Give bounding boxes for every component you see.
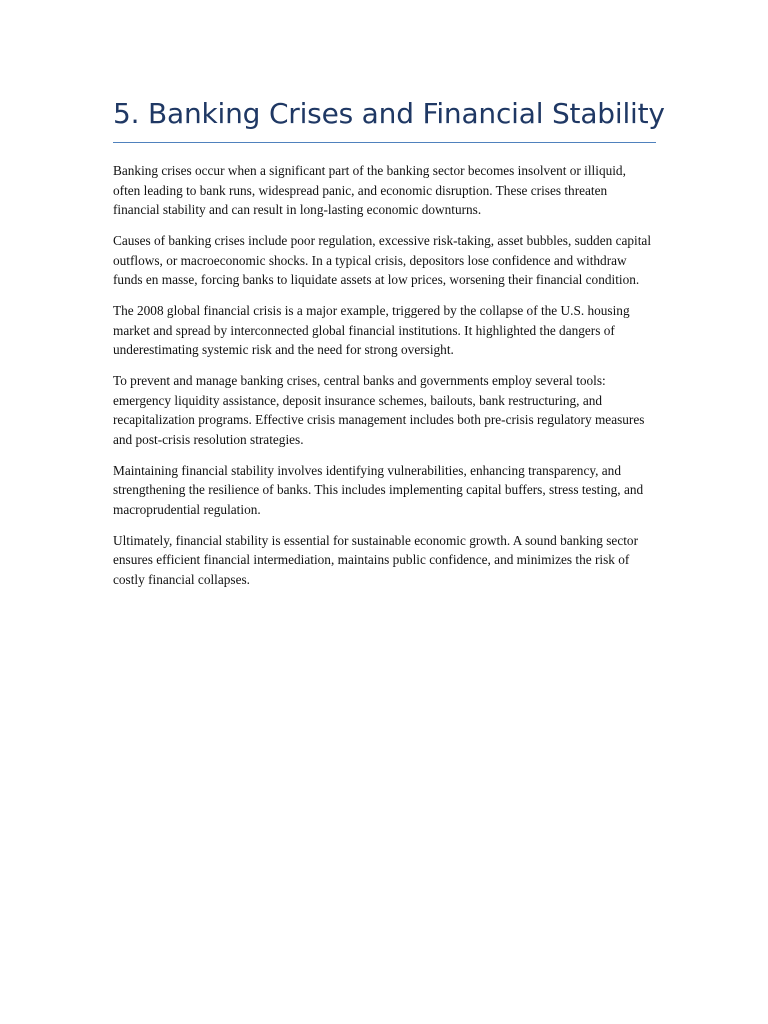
paragraph-crisis-management: To prevent and manage banking crises, central banks and governments employ several tools: emergency liquidity assistance, deposit insurance schemes, bailouts, bank restructuring, and recapitalization programs. Effective crisis management includes both pre-crisis regulatory measures and post-crisis resolution strategies.	[113, 373, 645, 447]
heading-underline	[113, 142, 656, 143]
paragraph-financial-stability: Maintaining financial stability involves identifying vulnerabilities, enhancing transparency, and strengthening the resilience of banks. This includes implementing capital buffers, stress testing, and macroprudential regulation.	[113, 462, 644, 517]
paragraph-causes: Causes of banking crises include poor regulation, excessive risk-taking, asset bubbles, sudden capital outflows, or macroeconomic shocks. In a typical crisis, depositors lose confidence and withdraw funds en masse, forcing banks to liquidate assets at low prices, worsening their financial condition.	[113, 233, 652, 287]
paragraph-conclusion: Ultimately, financial stability is essential for sustainable economic growth. A sound banking sector ensures efficient financial intermediation, maintains public confidence, and minimizes the risk of costly financial collapses.	[113, 532, 638, 587]
paragraph-intro: Banking crises occur when a significant part of the banking sector becomes insolvent or illiquid, often leading to bank runs, widespread panic, and economic disruption. These crises threaten financial stability and can result in long-lasting economic downturns.	[113, 163, 626, 217]
document-page	[113, 92, 665, 601]
paragraph-2008-crisis: The 2008 global financial crisis is a major example, triggered by the collapse of the U.S. housing market and spread by interconnected global financial institutions. It highlighted the dangers of underestimating systemic risk and the need for strong oversight.	[113, 303, 630, 357]
section-heading: 5. Banking Crises and Financial Stability	[113, 97, 665, 130]
